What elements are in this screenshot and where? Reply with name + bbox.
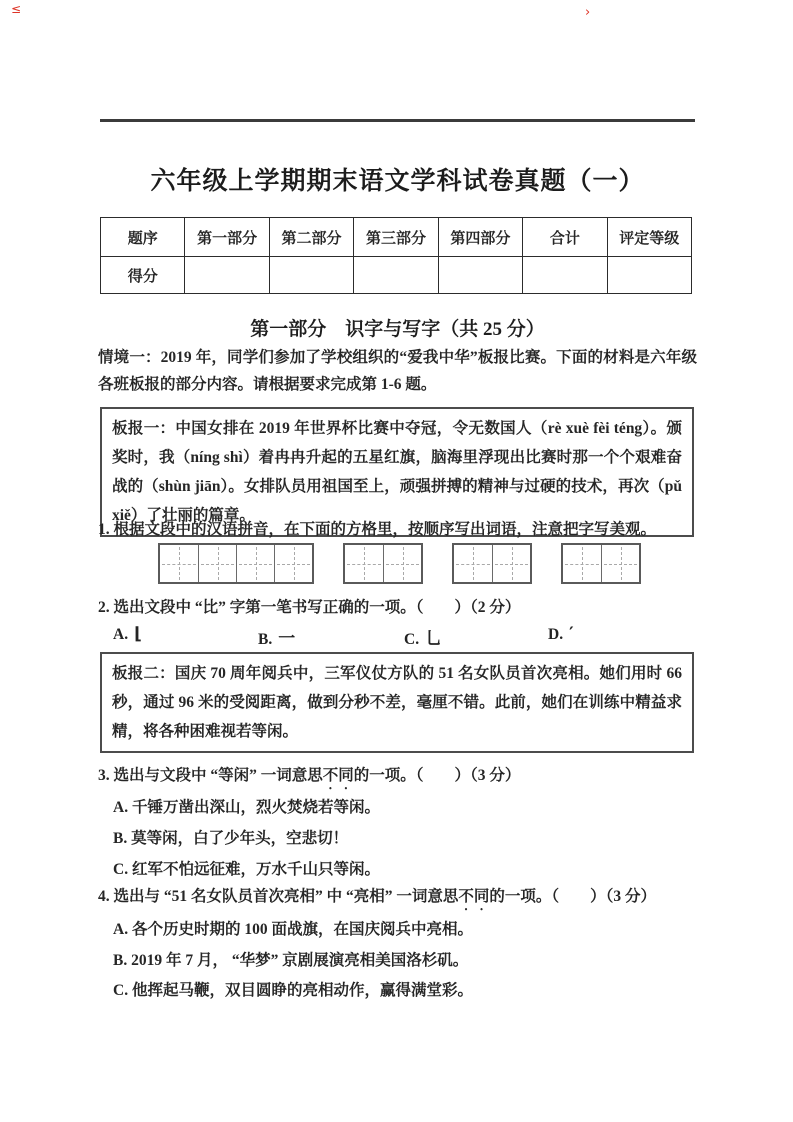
question3-option-c: C. 红军不怕远征难，万水千山只等闲。 xyxy=(113,861,380,878)
question2-option-d xyxy=(548,624,574,644)
question1-stem: 1. 根据文段中的汉语拼音，在下面的方格里，按顺序写出词语，注意把字写美观。 xyxy=(98,521,657,538)
stroke-glyph: ⌊ xyxy=(134,624,142,644)
writing-grid-cell xyxy=(454,545,492,582)
question3-stem-post: 的一项。（ ）（3 分） xyxy=(353,767,521,784)
question3-option-a: A. 千锤万凿出深山，烈火焚烧若等闲。 xyxy=(113,799,380,816)
question2-option-a xyxy=(113,624,142,644)
question3-option-b: B. 莫等闲，白了少年头，空悲切！ xyxy=(113,830,349,847)
score-header-cell: 题序 xyxy=(101,218,185,257)
board1-text-box: 板报一：中国女排在 2019 年世界杯比赛中夺冠，令无数国人（rè xuè fèi téng）。颁奖时，我（níng shì）着冉冉升起的五星红旗，脑海里浮现出比赛时那一个个艰难奋战的（shùn jiān）。女排队员用祖国至上，顽强拼搏的精神与过硬的技术，再次（pǔ xiě）了壮丽的篇章。 xyxy=(100,407,694,537)
question4-emphasized-word: 不同 xyxy=(458,888,490,905)
score-empty-cell xyxy=(269,257,353,294)
writing-grid-cell xyxy=(383,545,421,582)
writing-grid-group xyxy=(561,543,641,584)
scan-artifact-mark-right: › xyxy=(585,5,591,20)
question2-option-c xyxy=(404,624,442,649)
score-header-cell: 第二部分 xyxy=(269,218,353,257)
score-table-value-row xyxy=(101,257,692,294)
writing-grid-cell xyxy=(345,545,383,582)
writing-grid-group xyxy=(343,543,423,584)
section-heading: 第一部分 识字与写字（共 25 分） xyxy=(250,319,545,340)
score-header-cell: 第四部分 xyxy=(438,218,522,257)
score-empty-cell xyxy=(438,257,522,294)
question2-stem: 2. 选出文段中 “比” 字第一笔书写正确的一项。（ ）（2 分） xyxy=(98,599,521,616)
option-label: D. xyxy=(548,626,564,643)
question4-option-c: C. 他挥起马鞭，双目圆睁的亮相动作，赢得满堂彩。 xyxy=(113,982,473,999)
score-empty-cell xyxy=(354,257,438,294)
score-header-cell: 第三部分 xyxy=(354,218,438,257)
writing-grid-cell xyxy=(198,545,236,582)
option-label: A. xyxy=(113,626,129,643)
question3-stem xyxy=(98,763,520,793)
writing-grid-cell xyxy=(160,545,198,582)
option-label: B. xyxy=(258,631,273,648)
score-table xyxy=(100,217,692,294)
score-empty-cell xyxy=(185,257,269,294)
question4-stem-post: 的一项。（ ）（3 分） xyxy=(489,888,657,905)
score-empty-cell xyxy=(523,257,607,294)
question3-emphasized-word: 不同 xyxy=(322,767,354,784)
header-rule xyxy=(100,119,695,122)
score-row-label: 得分 xyxy=(101,257,185,294)
score-header-cell: 第一部分 xyxy=(185,218,269,257)
question2-option-b xyxy=(258,624,295,649)
question4-stem xyxy=(98,884,656,914)
stroke-glyph: ′ xyxy=(569,624,574,644)
score-header-cell: 合计 xyxy=(523,218,607,257)
question4-stem-pre: 4. 选出与 “51 名女队员首次亮相” 中 “亮相” 一词意思 xyxy=(98,888,459,905)
score-header-cell: 评定等级 xyxy=(607,218,691,257)
score-empty-cell xyxy=(607,257,691,294)
writing-grids xyxy=(158,543,641,584)
option-label: C. xyxy=(404,631,420,648)
page-title: 六年级上学期期末语文学科试卷真题（一） xyxy=(150,168,645,195)
question3-stem-pre: 3. 选出与文段中 “等闲” 一词意思 xyxy=(98,767,323,784)
stroke-glyph: 一 xyxy=(278,629,296,649)
scan-artifact-mark-left: ≤ xyxy=(11,2,22,16)
writing-grid-group xyxy=(452,543,532,584)
intro-paragraph: 情境一：2019 年，同学们参加了学校组织的“爱我中华”板报比赛。下面的材料是六年级各班板报的部分内容。请根据要求完成第 1-6 题。 xyxy=(98,349,697,393)
question4-option-a: A. 各个历史时期的 100 面战旗，在国庆阅兵中亮相。 xyxy=(113,921,473,938)
writing-grid-cell xyxy=(236,545,274,582)
question4-option-b: B. 2019 年 7 月， “华梦” 京剧展演亮相美国洛杉矶。 xyxy=(113,952,469,969)
stroke-glyph: 乚 xyxy=(425,629,443,649)
writing-grid-cell xyxy=(492,545,530,582)
writing-grid-cell xyxy=(563,545,601,582)
score-table-header-row xyxy=(101,218,692,257)
writing-grid-group xyxy=(158,543,314,584)
writing-grid-cell xyxy=(601,545,639,582)
board2-text-box: 板报二：国庆 70 周年阅兵中，三军仪仗方队的 51 名女队员首次亮相。她们用时 66 秒，通过 96 米的受阅距离，做到分秒不差，毫厘不错。此前，她们在训练中精益求精，将各种困难视若等闲。 xyxy=(100,652,694,753)
writing-grid-cell xyxy=(274,545,312,582)
